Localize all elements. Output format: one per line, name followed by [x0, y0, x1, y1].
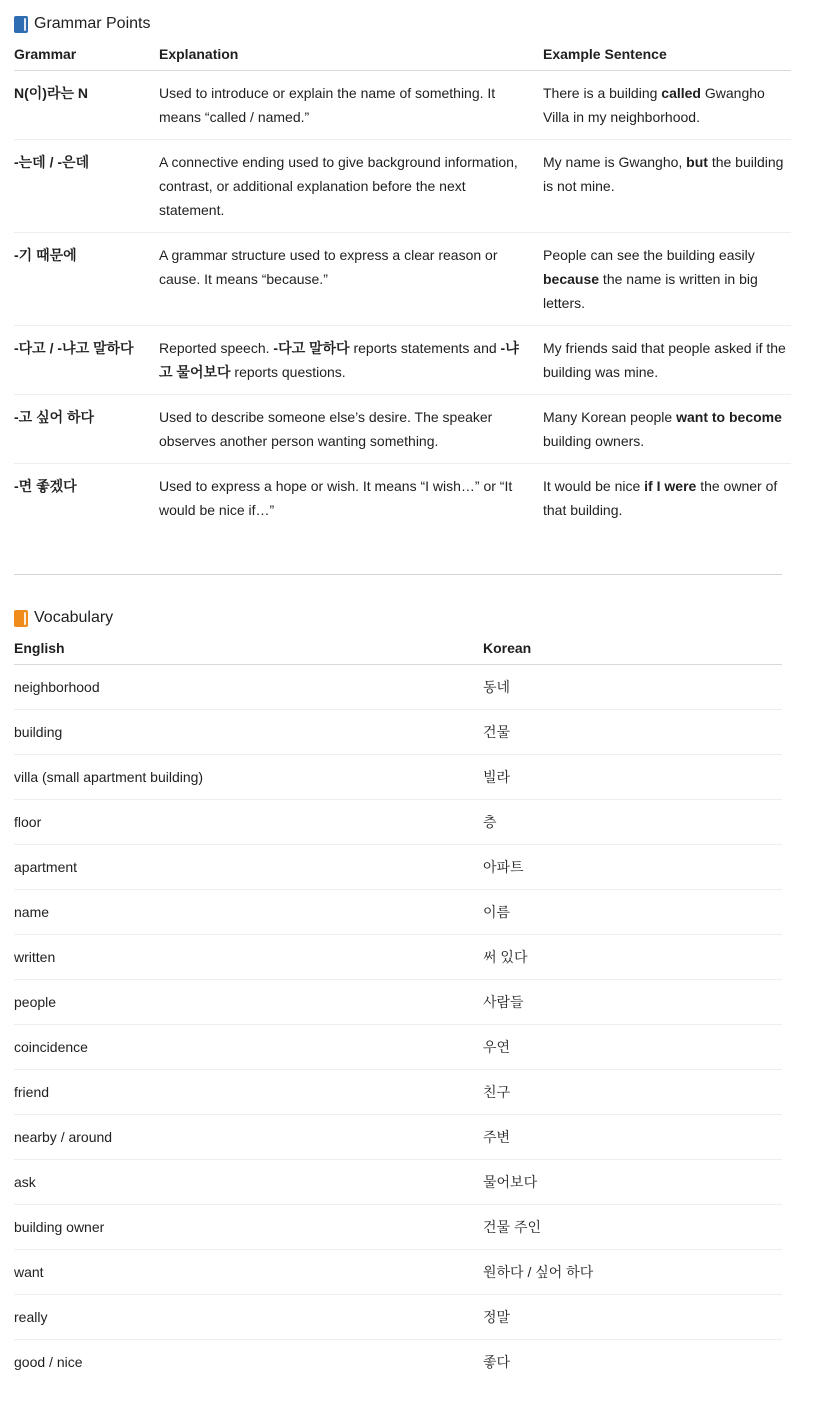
example-text: My name is Gwangho, — [543, 154, 687, 170]
vocabulary-english: really — [14, 1295, 483, 1340]
grammar-example — [543, 395, 791, 464]
grammar-row — [14, 464, 791, 533]
vocabulary-english: ask — [14, 1160, 483, 1205]
grammar-explanation: A connective ending used to give background information, contrast, or additional explanation before the next statement. — [159, 140, 543, 233]
example-text: the name is written in big letters. — [543, 271, 758, 311]
example-emphasis: want to become — [676, 409, 782, 425]
english-column-header: English — [14, 632, 483, 665]
example-emphasis: called — [661, 85, 701, 101]
grammar-explanation: A grammar structure used to express a clear reason or cause. It means “because.” — [159, 233, 543, 326]
explanation-column-header: Explanation — [159, 38, 543, 71]
grammar-row — [14, 140, 791, 233]
example-text: People can see the building easily — [543, 247, 755, 263]
blue-book-icon — [14, 16, 28, 33]
vocabulary-english: building owner — [14, 1205, 483, 1250]
explanation-emphasis: -냐고 물어보다 — [159, 340, 519, 380]
vocabulary-korean: 원하다 / 싶어 하다 — [483, 1250, 782, 1295]
vocabulary-korean: 사람들 — [483, 980, 782, 1025]
vocabulary-english: villa (small apartment building) — [14, 755, 483, 800]
grammar-explanation: Used to express a hope or wish. It means “I wish…” or “It would be nice if…” — [159, 478, 513, 518]
grammar-table-body — [14, 71, 791, 533]
vocabulary-section-title: Vocabulary — [34, 609, 114, 626]
explanation-emphasis: -다고 말하다 — [273, 340, 350, 356]
grammar-row — [14, 71, 791, 140]
vocabulary-table — [14, 632, 782, 1384]
grammar-example — [543, 71, 791, 140]
example-column-header: Example Sentence — [543, 38, 791, 71]
grammar-row — [14, 233, 791, 326]
example-text: building owners. — [543, 433, 645, 449]
grammar-explanation: Used to introduce or explain the name of something. It means “called / named.” — [159, 71, 543, 140]
explanation-text: reports questions. — [230, 364, 346, 380]
grammar-example — [543, 233, 791, 326]
vocabulary-korean: 주변 — [483, 1115, 782, 1160]
example-text: the owner of that building. — [543, 478, 778, 518]
vocabulary-english: name — [14, 890, 483, 935]
vocabulary-korean: 좋다 — [483, 1354, 511, 1370]
orange-book-icon — [14, 610, 28, 627]
grammar-pattern: -기 때문에 — [14, 233, 159, 326]
vocabulary-korean: 건물 주인 — [483, 1205, 782, 1250]
grammar-pattern: N(이)라는 N — [14, 71, 159, 140]
vocabulary-row — [14, 755, 782, 800]
vocabulary-table-body — [14, 665, 782, 1385]
vocabulary-row — [14, 1205, 782, 1250]
vocabulary-korean: 친구 — [483, 1070, 782, 1115]
example-text: the building is not mine. — [543, 154, 784, 194]
vocabulary-row — [14, 1115, 782, 1160]
grammar-example — [543, 464, 791, 533]
grammar-pattern: -다고 / -냐고 말하다 — [14, 326, 159, 395]
vocabulary-korean: 써 있다 — [483, 935, 782, 980]
page — [0, 12, 816, 1384]
vocabulary-row — [14, 1340, 782, 1385]
vocabulary-korean: 건물 — [483, 710, 782, 755]
vocabulary-korean: 정말 — [483, 1295, 782, 1340]
example-text: My friends said that people asked if the building was mine. — [543, 340, 786, 380]
grammar-row — [14, 326, 791, 395]
example-text: It would be nice — [543, 478, 645, 494]
vocabulary-row — [14, 800, 782, 845]
vocabulary-korean: 층 — [483, 800, 782, 845]
korean-column-header: Korean — [483, 632, 782, 665]
example-emphasis: but — [686, 154, 708, 170]
vocabulary-english: building — [14, 710, 483, 755]
vocabulary-english: friend — [14, 1070, 483, 1115]
vocabulary-row — [14, 1250, 782, 1295]
vocabulary-english: floor — [14, 800, 483, 845]
vocabulary-english: nearby / around — [14, 1115, 483, 1160]
grammar-pattern: -고 싶어 하다 — [14, 395, 159, 464]
vocabulary-english: written — [14, 935, 483, 980]
grammar-section-heading — [14, 12, 816, 36]
example-emphasis: if I were — [644, 478, 697, 494]
vocabulary-korean: 빌라 — [483, 755, 782, 800]
grammar-example — [543, 326, 791, 395]
grammar-pattern: -면 좋겠다 — [14, 478, 77, 494]
example-emphasis: because — [543, 271, 600, 287]
vocabulary-english: good / nice — [14, 1354, 83, 1370]
example-text: There is a building — [543, 85, 662, 101]
vocabulary-row — [14, 710, 782, 755]
explanation-text: Reported speech. — [159, 340, 274, 356]
vocabulary-row — [14, 935, 782, 980]
section-divider — [14, 574, 782, 575]
vocabulary-english: people — [14, 980, 483, 1025]
vocabulary-header-row — [14, 632, 782, 665]
vocabulary-korean: 이름 — [483, 890, 782, 935]
vocabulary-english: neighborhood — [14, 665, 483, 710]
vocabulary-row — [14, 1160, 782, 1205]
grammar-row — [14, 395, 791, 464]
vocabulary-korean: 물어보다 — [483, 1160, 782, 1205]
example-text: Gwangho Villa in my neighborhood. — [543, 85, 765, 125]
vocabulary-korean: 아파트 — [483, 845, 782, 890]
grammar-section-title: Grammar Points — [34, 15, 151, 32]
vocabulary-english: want — [14, 1250, 483, 1295]
grammar-header-row — [14, 38, 791, 71]
vocabulary-row — [14, 980, 782, 1025]
grammar-column-header: Grammar — [14, 38, 159, 71]
vocabulary-section-heading — [14, 606, 816, 630]
vocabulary-korean: 동네 — [483, 665, 782, 710]
vocabulary-row — [14, 845, 782, 890]
grammar-explanation: Used to describe someone else’s desire. The speaker observes another person wanting something. — [159, 395, 543, 464]
grammar-table — [14, 38, 791, 532]
example-text: Many Korean people — [543, 409, 677, 425]
grammar-explanation — [159, 326, 543, 395]
vocabulary-english: apartment — [14, 845, 483, 890]
vocabulary-row — [14, 890, 782, 935]
vocabulary-row — [14, 1025, 782, 1070]
vocabulary-korean: 우연 — [483, 1025, 782, 1070]
vocabulary-row — [14, 665, 782, 710]
explanation-text: reports statements and — [349, 340, 501, 356]
grammar-example — [543, 140, 791, 233]
grammar-pattern: -는데 / -은데 — [14, 140, 159, 233]
vocabulary-row — [14, 1295, 782, 1340]
vocabulary-english: coincidence — [14, 1025, 483, 1070]
vocabulary-row — [14, 1070, 782, 1115]
